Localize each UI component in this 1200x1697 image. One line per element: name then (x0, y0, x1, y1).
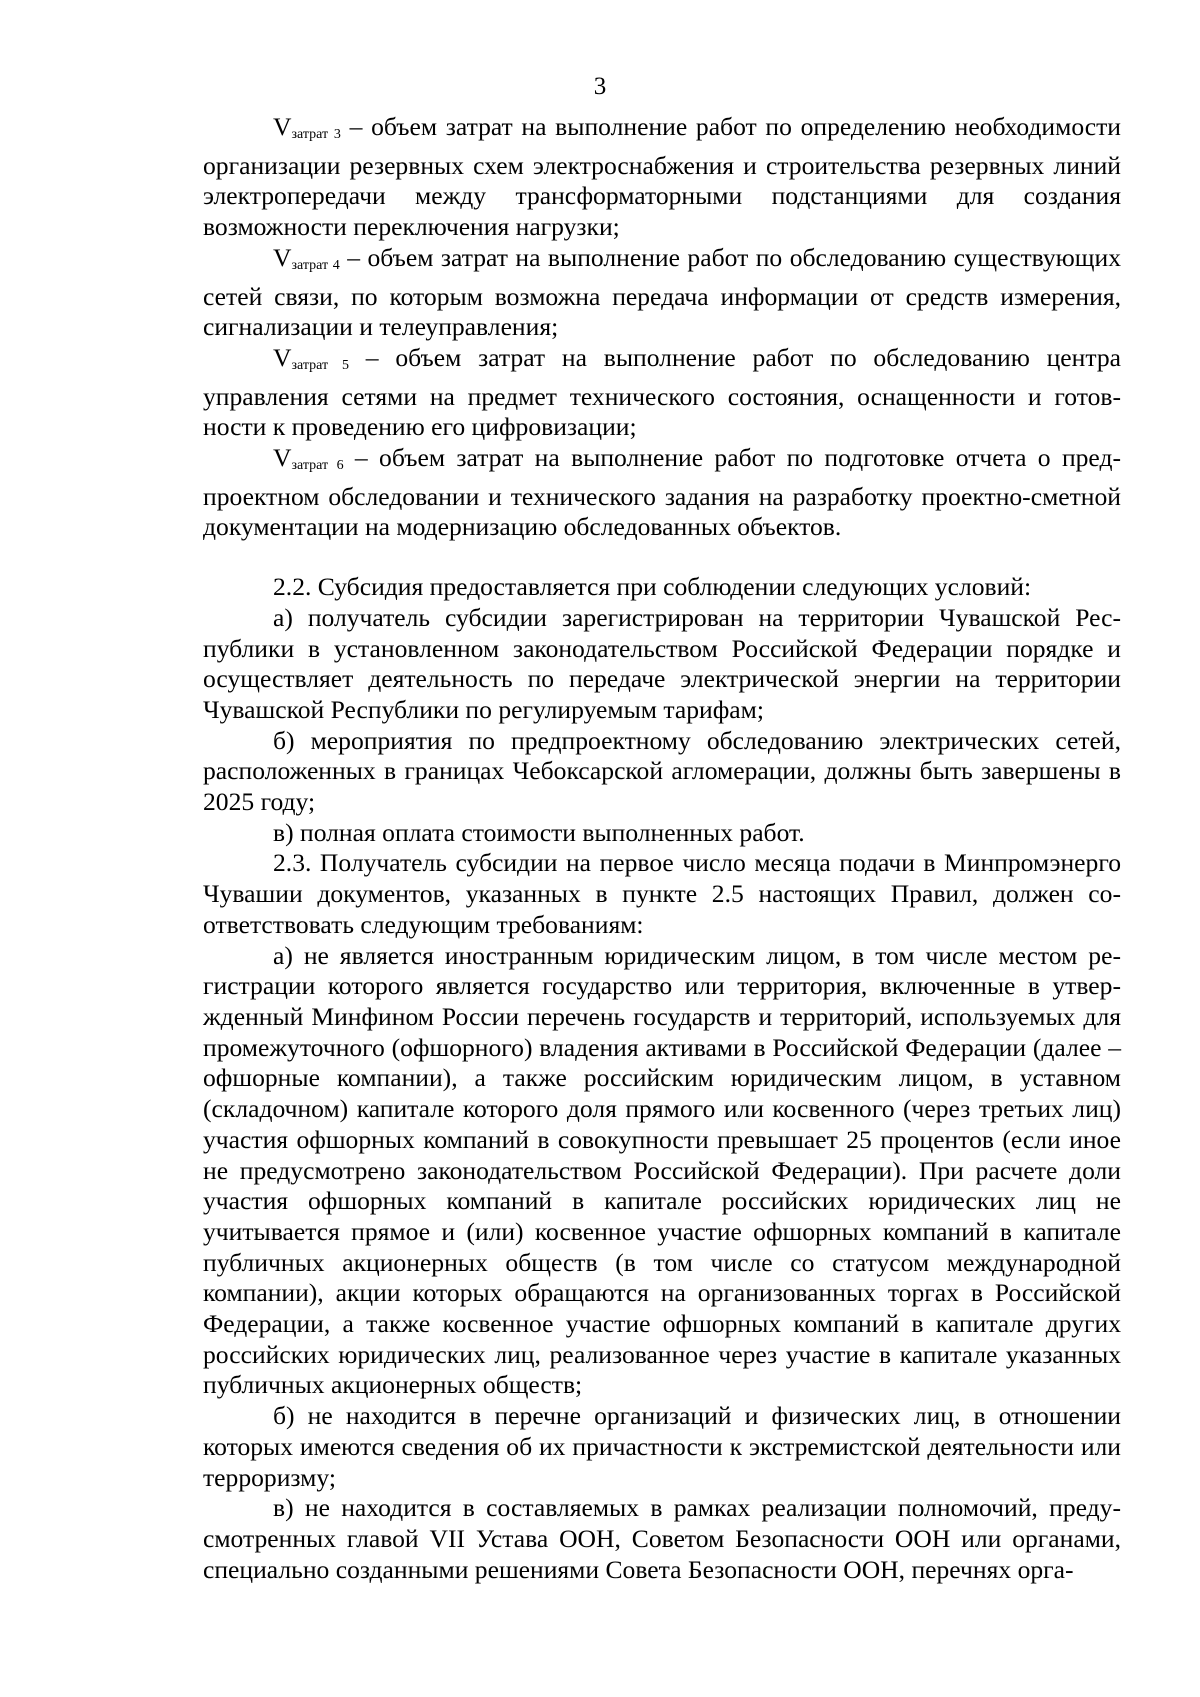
variable-symbol: V (273, 242, 292, 272)
page-number: 3 (593, 73, 607, 100)
paragraph-text: – объем затрат на выполнение работ по обследованию центра управления сетями на предмет технического состояния, оснащенности и готовности к проведению его цифровизации; (203, 342, 1122, 442)
paragraph-text: – объем затрат на выполнение работ по подготовке отчета о предпроектном обследовании и технического задания на разработку проектно-сметной документации на модернизацию обследованных объектов. (203, 443, 1122, 542)
paragraph-v-zatrat-6 (203, 443, 1121, 543)
paragraph-2-2-c: в) полная оплата стоимости выполненных работ. (273, 817, 805, 847)
paragraph-v-zatrat-4 (203, 243, 1121, 343)
paragraph-2-3-a: а) не является иностранным юридическим лицом, в том числе местом регистрации которого является государство или территория, включенные в утвержденный Минфином России перечень государств и территорий, используемых для промежуточного (офшорного) владения активами в Российской Федерации (далее – офшорные компании), а также российским юридическим лицом, в уставном (складочном) капитале которого доля прямого или косвенного (через третьих лиц) участия офшорных компаний в совокупности превышает 25 процентов (если иное не предусмотрено законодательством Российской Федерации). При расчете доли участия офшорных компаний в капитале российских юридических лиц не учитывается прямое и (или) косвенное участие офшорных компаний в капитале публичных акционерных обществ (в том числе со статусом международной компании), акции которых обращаются на организованных торгах в Российской Федерации, а также косвенное участие офшорных компаний в капитале других российских юридических лиц, реализованное через участие в капитале указанных публичных акционерных обществ; (203, 940, 1121, 1400)
document-body (203, 112, 1121, 1585)
paragraph-2-3-b: б) не находится в перечне организаций и физических лиц, в отношении которых имеются сведения об их причастности к экстремистской деятельности или терроризму; (203, 1401, 1121, 1492)
variable-symbol: V (273, 443, 292, 473)
paragraph-2-2-a: а) получатель субсидии зарегистрирован на территории Чувашской Республики в установленном законодательством Российской Федерации порядке и осуществляет деятельность по передаче электрической энергии на территории Чувашской Республики по регулируемым тарифам; (203, 602, 1121, 724)
paragraph-v-zatrat-5 (203, 343, 1121, 443)
paragraph-2-2-b: б) мероприятия по предпроектному обследованию электрических сетей, расположенных в границах Чебоксарской агломерации, должны быть завершены в 2025 году; (203, 725, 1121, 817)
paragraph-2-3: 2.3. Получатель субсидии на первое число месяца подачи в Минпромэнерго Чувашии документов, указанных в пункте 2.5 настоящих Правил, должен соответствовать следующим требованиям: (203, 848, 1121, 939)
variable-subscript: затрат 3 (291, 127, 341, 142)
variable-subscript: затрат 6 (291, 458, 344, 474)
paragraph-2-2: 2.2. Субсидия предоставляется при соблюдении следующих условий: (273, 572, 1032, 602)
paragraph-text: – объем затрат на выполнение работ по определению необходимости организации резервных схем электроснабжения и строительства резервных линий электропередачи между трансформаторными подстанциями для создания возможности переключения нагрузки; (203, 112, 1121, 242)
variable-subscript: затрат 5 (291, 357, 350, 373)
variable-subscript: затрат 4 (291, 257, 340, 273)
variable-symbol: V (273, 112, 292, 141)
paragraph-text: – объем затрат на выполнение работ по обследованию существующих сетей связи, по которым возможна передача информации от средств измерения, сигнализации и телеуправления; (203, 242, 1121, 342)
variable-symbol: V (273, 342, 292, 372)
paragraph-2-3-c: в) не находится в составляемых в рамках реализации полномочий, предусмотренных главой VII Устава ООН, Советом Безопасности ООН или органами, специально созданными решениями Совета Безопасности ООН, перечнях орга- (203, 1493, 1121, 1584)
paragraph-v-zatrat-3 (203, 112, 1121, 243)
